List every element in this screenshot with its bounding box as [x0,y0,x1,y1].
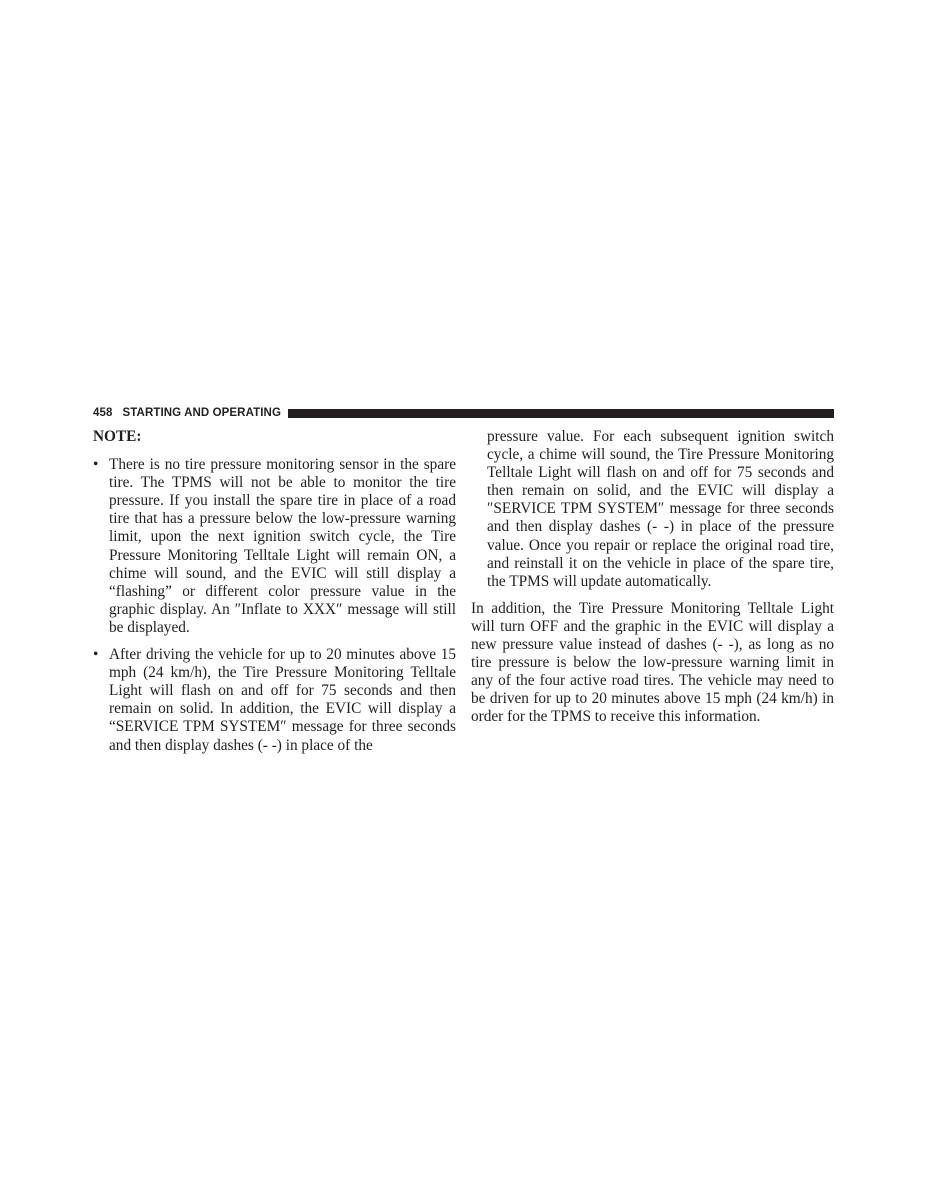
page-number: 458 [93,407,113,419]
bullet-text: After driving the vehicle for up to 20 minutes above 15 mph (24 km/h), the Tire Pressure Monitoring Telltale Light will flash on and off for 75 seconds and then remain on solid. In addition, the EVIC will display a “SERVICE TPM SYSTEM″ message for three seconds and then display dashes (- -) in place of the [109,646,456,754]
list-item [93,456,456,637]
right-column [471,428,834,727]
bullet-icon: • [93,456,99,474]
page-header [93,406,834,420]
bullet-continuation: pressure value. For each subsequent ignition switch cycle, a chime will sound, the Tire Pressure Monitoring Telltale Light will flash on and off for 75 seconds and then remain on solid, and the EVIC will display a ″SERVICE TPM SYSTEM″ message for three seconds and then display dashes (- -) in place of the pressure value. Once you repair or replace the original road tire, and reinstall it on the vehicle in place of the spare tire, the TPMS will update automatically. [487,428,834,590]
note-bullet-list [93,456,456,755]
header-rule [288,409,834,418]
note-heading: NOTE: [93,428,142,445]
section-title: STARTING AND OPERATING [122,407,282,419]
left-column [93,428,456,764]
list-item [93,646,456,755]
bullet-icon: • [93,646,99,664]
body-paragraph: In addition, the Tire Pressure Monitoring Telltale Light will turn OFF and the graphic in the EVIC will display a new pressure value instead of dashes (- -), as long as no tire pressure is below the low-pressure warning limit in any of the four active road tires. The vehicle may need to be driven for up to 20 minutes above 15 mph (24 km/h) in order for the TPMS to receive this information. [471,599,834,726]
bullet-text: There is no tire pressure monitoring sensor in the spare tire. The TPMS will not be able to monitor the tire pressure. If you install the spare tire in place of a road tire that has a pressure below the low-pressure warning limit, upon the next ignition switch cycle, the Tire Pressure Monitoring Telltale Light will remain ON, a chime will sound, and the EVIC will still display a “flashing” or different color pressure value in the graphic display. An ″Inflate to XXX″ message will still be displayed. [109,456,456,636]
